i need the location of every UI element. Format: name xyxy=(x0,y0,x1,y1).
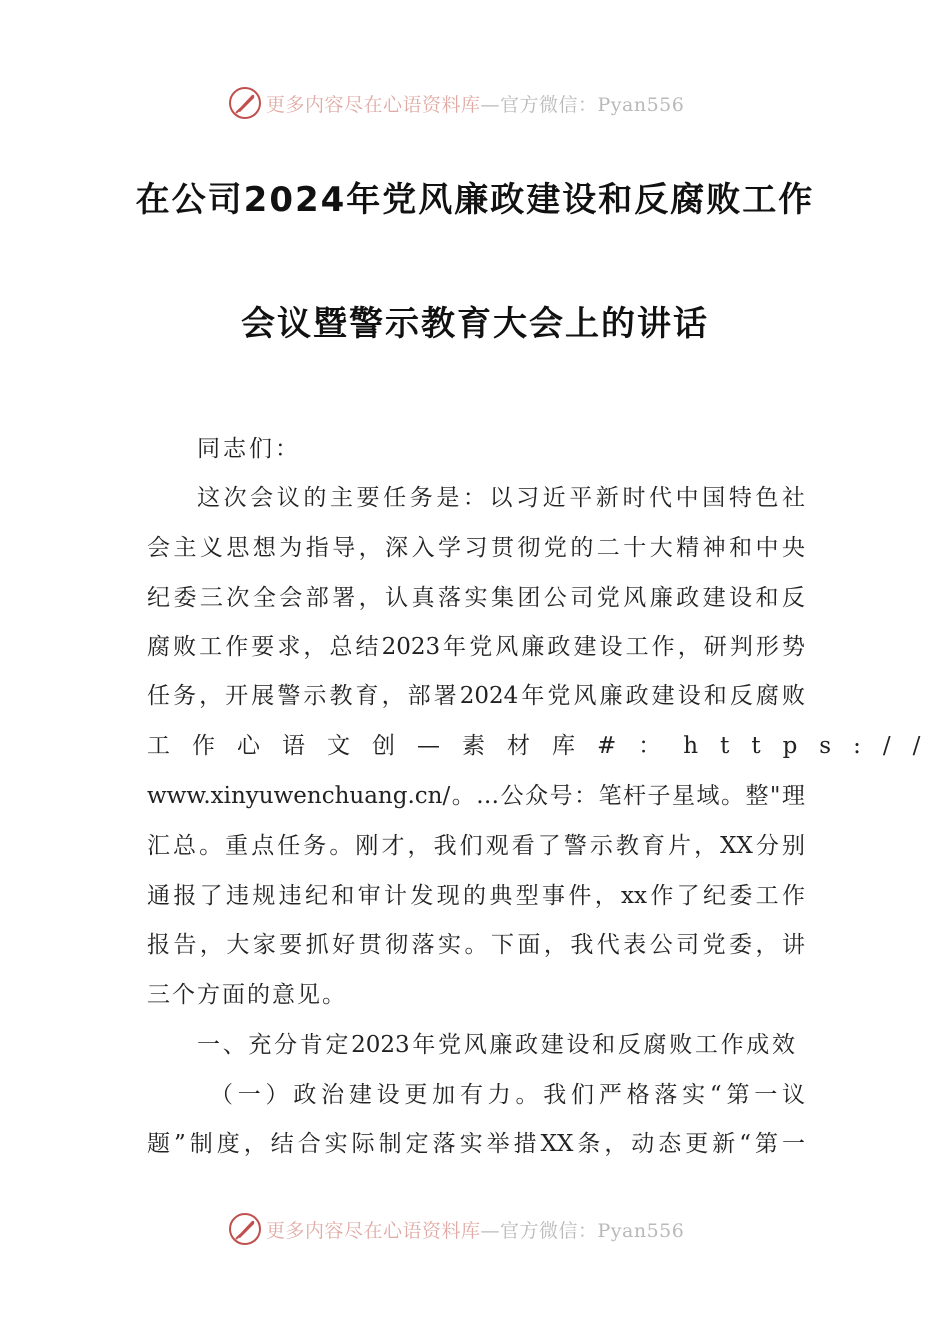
document-title-line-2: 会议暨警示教育大会上的讲话 xyxy=(241,304,709,344)
paragraph-line: 任务，开展警示教育，部署2024年党风廉政建设和反腐败 xyxy=(147,683,805,709)
paragraph-line: 通报了违规违纪和审计发现的典型事件，xx作了纪委工作 xyxy=(147,883,805,909)
paragraph-line: 汇总。重点任务。刚才，我们观看了警示教育片，XX分别 xyxy=(147,833,805,859)
quill-logo-icon xyxy=(228,1212,262,1246)
subsection-line: 题”制度，结合实际制定落实举措XX条，动态更新“第一 xyxy=(147,1131,805,1157)
watermark-gray-text: —官方微信：Pyan556 xyxy=(480,93,685,116)
watermark-red-text: 更多内容尽在心语资料库 xyxy=(266,1219,481,1242)
paragraph-line: 这次会议的主要任务是：以习近平新时代中国特色社 xyxy=(197,485,805,511)
paragraph-line: 报告，大家要抓好贯彻落实。下面，我代表公司党委，讲 xyxy=(147,932,805,958)
paragraph-line-url: 工作心语文创—素材库#：https:// xyxy=(147,733,943,759)
watermark-header xyxy=(228,86,684,120)
paragraph-line: 会主义思想为指导，深入学习贯彻党的二十大精神和中央 xyxy=(147,535,805,561)
paragraph-line: 三个方面的意见。 xyxy=(147,982,347,1008)
section-heading-1: 一、充分肯定2023年党风廉政建设和反腐败工作成效 xyxy=(197,1032,795,1058)
watermark-red-text: 更多内容尽在心语资料库 xyxy=(266,93,481,116)
paragraph-line: 腐败工作要求，总结2023年党风廉政建设工作，研判形势 xyxy=(147,634,805,660)
subsection-line: （一）政治建设更加有力。我们严格落实“第一议 xyxy=(210,1082,805,1108)
paragraph-line: 纪委三次全会部署，认真落实集团公司党风廉政建设和反 xyxy=(147,585,805,611)
watermark-footer xyxy=(228,1212,684,1246)
document-title-line-1: 在公司2024年党风廉政建设和反腐败工作 xyxy=(135,180,815,220)
paragraph-line: www.xinyuwenchuang.cn/。…公众号：笔杆子星域。整"理 xyxy=(147,783,805,809)
quill-logo-icon xyxy=(228,86,262,120)
watermark-gray-text: —官方微信：Pyan556 xyxy=(480,1219,685,1242)
greeting: 同志们： xyxy=(197,436,301,462)
